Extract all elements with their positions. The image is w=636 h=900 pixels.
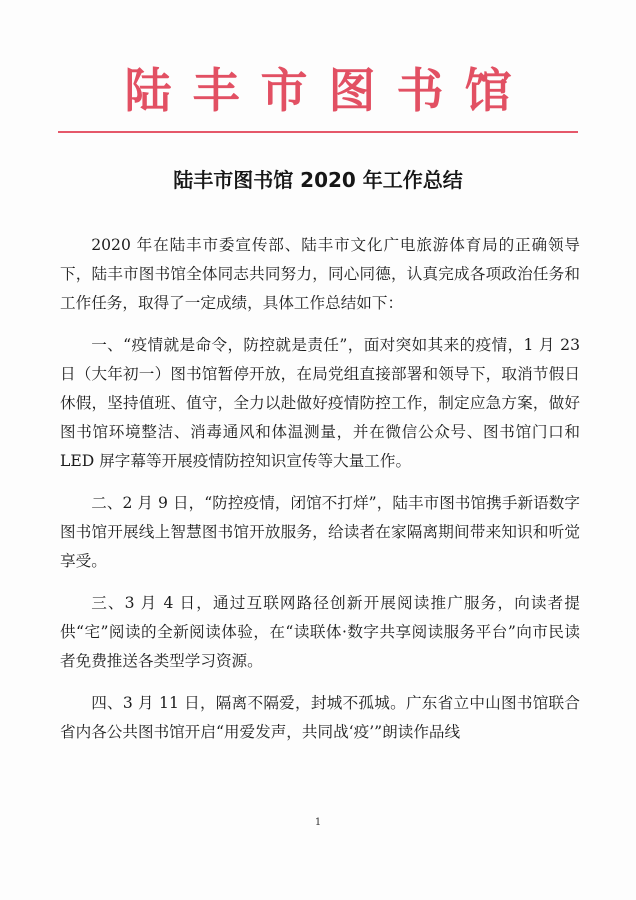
letterhead-org-name: 陆丰市图书馆 xyxy=(124,64,533,119)
paragraph-item-1: 一、“疫情就是命令，防控就是责任”，面对突如其来的疫情，1 月 23 日（大年初一）图书馆暂停开放，在局党组直接部署和领导下，取消节假日休假，坚持值班、值守，全力以赴做好疫情防控工作，制定应急方案，做好图书馆环境整洁、消毒通风和体温测量，并在微信公众号、图书馆门口和 LED 屏字幕等开展疫情防控知识宣传等大量工作。 xyxy=(60,336,580,470)
paragraph-item-2: 二、2 月 9 日，“防控疫情，闭馆不打烊”，陆丰市图书馆携手新语数字图书馆开展线上智慧图书馆开放服务，给读者在家隔离期间带来知识和听觉享受。 xyxy=(60,494,580,570)
document-body xyxy=(60,231,580,747)
page-number: 1 xyxy=(314,817,322,828)
paragraph-item-3: 三、3 月 4 日，通过互联网路径创新开展阅读推广服务，向读者提供“宅”阅读的全新阅读体验，在“读联体·数字共享阅读服务平台”向市民读者免费推送各类型学习资源。 xyxy=(60,594,580,670)
paragraph-intro: 2020 年在陆丰市委宣传部、陆丰市文化广电旅游体育局的正确领导下，陆丰市图书馆全体同志共同努力，同心同德，认真完成各项政治任务和工作任务，取得了一定成绩，具体工作总结如下： xyxy=(60,236,580,312)
paragraph-item-4: 四、3 月 11 日，隔离不隔爱，封城不孤城。广东省立中山图书馆联合省内各公共图书馆开启“用爱发声，共同战‘疫’”朗读作品线 xyxy=(60,694,580,741)
letterhead-red-rule xyxy=(58,131,578,133)
document-title: 陆丰市图书馆 2020 年工作总结 xyxy=(173,168,463,192)
